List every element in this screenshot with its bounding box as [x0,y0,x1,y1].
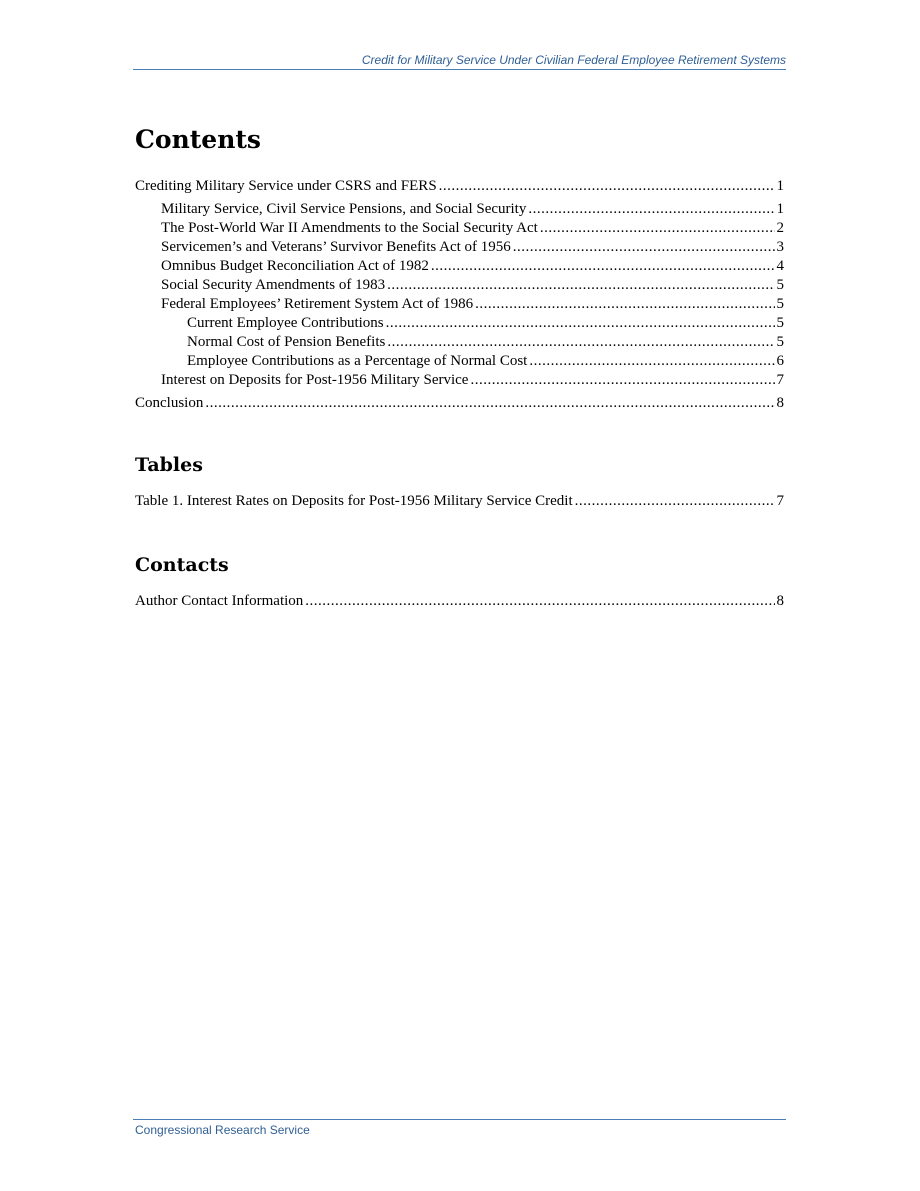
toc-entry-label: Employee Contributions as a Percentage of Normal Cost [187,353,528,369]
toc-entry-page: 4 [776,258,784,274]
toc-entry-page: 1 [776,201,784,217]
toc-entry-label: Interest on Deposits for Post-1956 Military Service [161,372,469,388]
toc-entry[interactable] [135,219,784,238]
toc-entry[interactable] [135,238,784,257]
toc-entry-page: 7 [776,372,784,388]
toc-entry-page: 2 [776,220,784,236]
toc-entry-page: 3 [776,239,784,255]
toc-entry-label: Current Employee Contributions [187,315,384,331]
dot-leader [470,371,774,390]
toc-entry-page: 5 [776,315,784,331]
toc-entry-label: Normal Cost of Pension Benefits [187,334,386,350]
toc-entry[interactable] [135,295,784,314]
footer-organization: Congressional Research Service [135,1123,310,1137]
dot-leader [305,592,774,611]
toc-entry[interactable] [135,200,784,219]
toc-entry[interactable] [135,492,784,511]
dot-leader [528,200,774,219]
dot-leader [513,238,775,257]
toc-entry[interactable] [135,352,784,371]
dot-leader [475,295,774,314]
toc-entry-page: 6 [776,353,784,369]
toc-entry-label: Conclusion [135,395,204,411]
dot-leader [386,314,775,333]
toc-entry-page: 7 [776,493,784,509]
dot-leader [387,333,774,352]
dot-leader [431,257,775,276]
contacts-list [135,592,784,611]
toc-entry-label: Omnibus Budget Reconciliation Act of 1982 [161,258,429,274]
toc-entry-label: Social Security Amendments of 1983 [161,277,386,293]
page-footer [133,1119,786,1137]
dot-leader [387,276,774,295]
tables-list [135,492,784,511]
toc-entry-page: 8 [776,593,784,609]
dot-leader [205,394,774,413]
toc-entry[interactable] [135,394,784,413]
toc-entry-label: Servicemen’s and Veterans’ Survivor Benefits Act of 1956 [161,239,511,255]
contacts-heading: Contacts [135,554,229,576]
toc-entry-label: Author Contact Information [135,593,304,609]
toc-entry-page: 5 [776,334,784,350]
toc-entry[interactable] [135,257,784,276]
dot-leader [439,177,775,196]
contents-heading: Contents [135,125,262,154]
dot-leader [529,352,774,371]
toc-entry-page: 1 [776,178,784,194]
contents-list [135,177,784,413]
toc-entry[interactable] [135,314,784,333]
toc-entry-page: 5 [776,277,784,293]
toc-entry-page: 8 [776,395,784,411]
tables-heading: Tables [135,454,203,476]
toc-entry-label: Military Service, Civil Service Pensions, and Social Security [161,201,527,217]
dot-leader [575,492,775,511]
toc-entry[interactable] [135,592,784,611]
running-header [133,53,786,70]
running-title: Credit for Military Service Under Civilian Federal Employee Retirement Systems [361,53,786,67]
toc-entry-label: Table 1. Interest Rates on Deposits for Post-1956 Military Service Credit [135,493,573,509]
dot-leader [540,219,775,238]
toc-entry-label: The Post-World War II Amendments to the Social Security Act [161,220,538,236]
toc-entry[interactable] [135,177,784,196]
toc-entry[interactable] [135,371,784,390]
toc-entry-page: 5 [776,296,784,312]
toc-entry-label: Crediting Military Service under CSRS and FERS [135,178,437,194]
toc-entry-label: Federal Employees’ Retirement System Act of 1986 [161,296,474,312]
toc-entry[interactable] [135,276,784,295]
toc-entry[interactable] [135,333,784,352]
